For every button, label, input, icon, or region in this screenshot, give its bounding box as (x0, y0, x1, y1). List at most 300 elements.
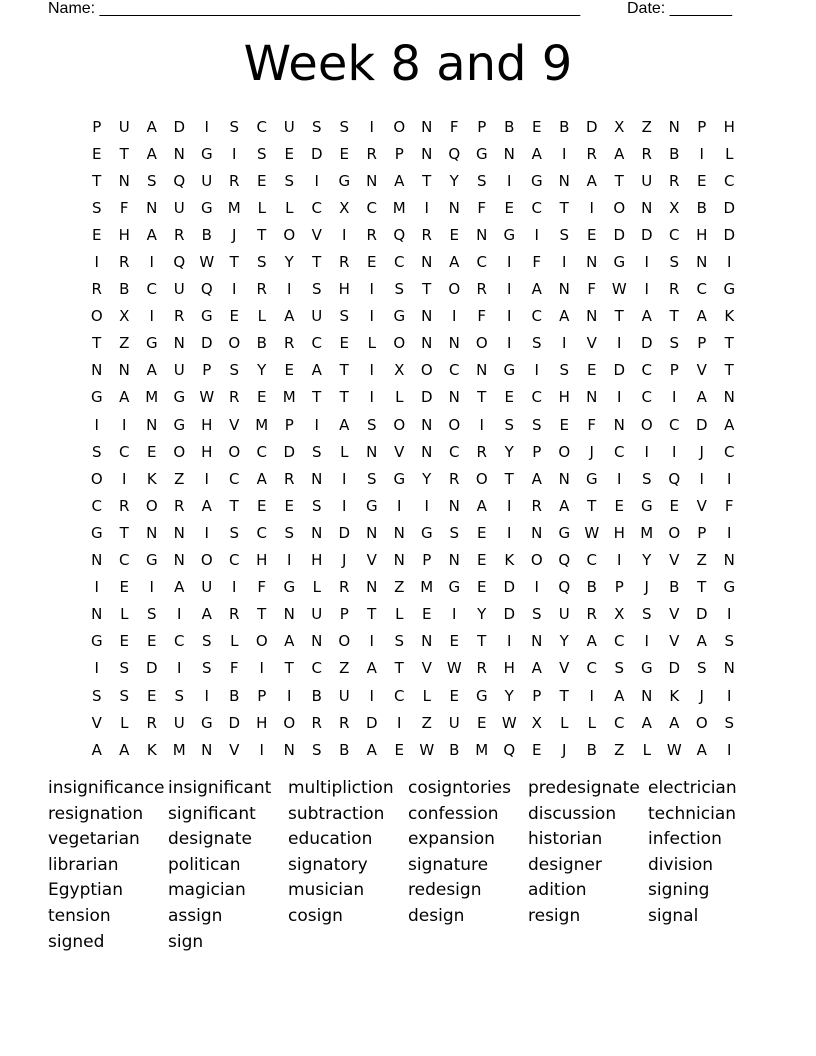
grid-letter: R (229, 605, 240, 624)
grid-letter: S (366, 469, 377, 488)
grid-letter: R (669, 280, 680, 299)
grid-letter: J (699, 442, 704, 461)
word-list-item: electrician (648, 778, 737, 798)
grid-letter: R (146, 713, 157, 732)
grid-letter: S (174, 686, 185, 705)
grid-letter: C (229, 551, 240, 570)
grid-letter: S (201, 659, 212, 678)
grid-letter: P (669, 361, 679, 380)
grid-letter: G (173, 415, 186, 434)
grid-letter: N (476, 225, 488, 244)
grid-letter: A (559, 496, 570, 515)
grid-letter: E (587, 361, 597, 380)
grid-letter: N (586, 253, 598, 272)
word-list-item: discussion (528, 803, 617, 824)
grid-letter: N (173, 334, 185, 353)
grid-letter: H (201, 415, 213, 434)
grid-letter: Z (641, 117, 652, 136)
grid-letter: Y (449, 171, 459, 190)
grid-letter: P (339, 605, 349, 624)
grid-letter: D (365, 713, 378, 732)
grid-letter: G (200, 713, 213, 732)
grid-letter: T (394, 659, 404, 678)
grid-letter: N (366, 523, 378, 542)
grid-letter: G (145, 551, 158, 570)
grid-letter: Z (421, 713, 432, 732)
grid-letter: N (421, 415, 433, 434)
grid-letter: J (644, 578, 649, 597)
grid-letter: I (232, 578, 237, 597)
grid-letter: C (449, 361, 460, 380)
grid-letter: C (724, 442, 735, 461)
grid-letter: N (421, 334, 433, 353)
date-line: Date: _______ (627, 0, 732, 17)
grid-letter: N (641, 198, 653, 217)
grid-letter: S (201, 632, 212, 651)
grid-letter: E (92, 225, 102, 244)
grid-letter: R (339, 578, 350, 597)
grid-letter: X (394, 361, 405, 380)
grid-letter: D (283, 442, 296, 461)
word-list-item: signal (648, 905, 699, 926)
grid-letter: T (257, 605, 267, 624)
grid-letter: W (584, 523, 600, 542)
grid-letter: S (311, 442, 322, 461)
grid-letter: O (90, 469, 103, 488)
grid-letter: S (366, 415, 377, 434)
grid-letter: C (476, 253, 487, 272)
grid-letter: I (617, 388, 622, 407)
grid-letter: C (614, 713, 625, 732)
grid-row (83, 601, 743, 628)
grid-letter: Q (173, 171, 186, 190)
grid-letter: V (394, 442, 405, 461)
grid-letter: E (147, 632, 157, 651)
grid-letter: N (558, 171, 570, 190)
grid-letter: N (448, 334, 460, 353)
grid-letter: G (200, 307, 213, 326)
grid-letter: K (146, 469, 157, 488)
grid-letter: V (421, 659, 432, 678)
grid-letter: D (723, 198, 736, 217)
grid-letter: A (311, 361, 322, 380)
grid-letter: G (613, 253, 626, 272)
grid-row (83, 221, 743, 248)
grid-letter: L (257, 307, 266, 326)
grid-letter: O (228, 334, 241, 353)
grid-letter: K (504, 551, 515, 570)
grid-letter: S (531, 415, 542, 434)
grid-letter: C (531, 388, 542, 407)
word-list-item: sign (168, 931, 204, 952)
grid-row (83, 438, 743, 465)
grid-letter: G (723, 578, 736, 597)
grid-letter: N (503, 144, 515, 163)
grid-letter: I (452, 605, 457, 624)
grid-letter: S (394, 632, 405, 651)
grid-letter: L (312, 578, 321, 597)
grid-letter: C (91, 496, 102, 515)
grid-letter: M (420, 578, 434, 597)
grid-letter: U (641, 171, 653, 190)
grid-letter: E (697, 171, 707, 190)
grid-letter: C (696, 280, 707, 299)
grid-letter: T (559, 198, 569, 217)
grid-letter: N (393, 523, 405, 542)
grid-letter: Z (119, 334, 130, 353)
grid-letter: G (90, 388, 103, 407)
grid-letter: A (531, 144, 542, 163)
grid-letter: V (366, 551, 377, 570)
grid-letter: N (118, 361, 130, 380)
grid-letter: A (476, 496, 487, 515)
grid-letter: L (642, 740, 651, 759)
grid-letter: T (92, 334, 102, 353)
grid-letter: E (477, 551, 487, 570)
grid-letter: G (503, 225, 516, 244)
grid-letter: N (283, 605, 295, 624)
grid-letter: I (507, 253, 512, 272)
grid-letter: G (90, 632, 103, 651)
grid-letter: A (449, 253, 460, 272)
grid-letter: J (232, 225, 237, 244)
grid-letter: S (256, 144, 267, 163)
grid-letter: A (531, 659, 542, 678)
grid-letter: P (614, 578, 624, 597)
grid-letter: N (311, 632, 323, 651)
grid-letter: I (287, 280, 292, 299)
grid-letter: E (449, 686, 459, 705)
word-list-item: magician (168, 880, 246, 901)
grid-letter: I (94, 253, 99, 272)
name-line: Name: ______________________________________________________ (48, 0, 581, 17)
grid-letter: O (613, 198, 626, 217)
grid-letter: I (314, 415, 319, 434)
grid-letter: R (641, 144, 652, 163)
grid-letter: Z (394, 578, 405, 597)
grid-letter: I (727, 605, 732, 624)
grid-letter: E (504, 388, 514, 407)
grid-letter: N (421, 253, 433, 272)
grid-letter: Y (504, 442, 514, 461)
grid-letter: A (366, 659, 377, 678)
grid-letter: I (699, 144, 704, 163)
grid-letter: L (395, 388, 404, 407)
grid-letter: S (91, 686, 102, 705)
grid-letter: I (122, 469, 127, 488)
grid-letter: U (118, 117, 130, 136)
grid-letter: I (507, 496, 512, 515)
grid-letter: O (420, 361, 433, 380)
grid-letter: E (284, 144, 294, 163)
grid-row (83, 303, 743, 330)
grid-letter: H (723, 117, 735, 136)
grid-letter: I (287, 686, 292, 705)
grid-letter: I (94, 578, 99, 597)
grid-letter: A (339, 415, 350, 434)
grid-letter: E (257, 496, 267, 515)
grid-letter: A (146, 117, 157, 136)
grid-letter: G (145, 334, 158, 353)
grid-letter: S (229, 117, 240, 136)
grid-letter: I (149, 578, 154, 597)
grid-letter: S (119, 659, 130, 678)
word-list-item: Egyptian (48, 880, 123, 901)
grid-letter: H (118, 225, 130, 244)
grid-letter: D (695, 415, 708, 434)
grid-letter: Q (200, 280, 213, 299)
grid-letter: T (669, 307, 679, 326)
grid-letter: I (562, 334, 567, 353)
word-list-item: resign (528, 905, 581, 926)
grid-letter: C (586, 551, 597, 570)
grid-letter: G (530, 171, 543, 190)
grid-row (83, 357, 743, 384)
grid-letter: N (201, 740, 213, 759)
grid-letter: R (119, 496, 130, 515)
grid-letter: J (342, 551, 347, 570)
grid-letter: I (617, 551, 622, 570)
grid-letter: L (422, 686, 431, 705)
grid-letter: S (339, 307, 350, 326)
grid-letter: I (644, 632, 649, 651)
grid-letter: I (617, 469, 622, 488)
grid-letter: T (504, 469, 514, 488)
grid-letter: A (559, 307, 570, 326)
grid-letter: V (696, 361, 707, 380)
grid-letter: L (395, 605, 404, 624)
grid-letter: F (724, 496, 734, 515)
grid-letter: I (644, 253, 649, 272)
grid-letter: Y (422, 469, 432, 488)
grid-letter: E (284, 361, 294, 380)
grid-letter: A (614, 686, 625, 705)
grid-letter: L (340, 442, 349, 461)
grid-letter: P (422, 551, 432, 570)
grid-letter: A (174, 578, 185, 597)
grid-letter: E (284, 496, 294, 515)
grid-letter: F (257, 578, 267, 597)
grid-letter: E (559, 415, 569, 434)
grid-letter: E (587, 225, 597, 244)
grid-letter: H (311, 551, 323, 570)
grid-letter: R (366, 144, 377, 163)
grid-row (83, 655, 743, 682)
grid-letter: R (669, 171, 680, 190)
grid-letter: D (668, 659, 681, 678)
grid-letter: Q (173, 253, 186, 272)
grid-row (83, 330, 743, 357)
grid-letter: N (146, 415, 158, 434)
grid-letter: P (477, 117, 487, 136)
grid-letter: I (534, 578, 539, 597)
grid-letter: I (727, 686, 732, 705)
grid-letter: I (204, 469, 209, 488)
grid-letter: E (257, 171, 267, 190)
grid-letter: G (475, 144, 488, 163)
grid-letter: E (394, 740, 404, 759)
grid-letter: I (204, 117, 209, 136)
grid-letter: R (339, 713, 350, 732)
grid-letter: S (256, 253, 267, 272)
grid-letter: A (586, 632, 597, 651)
grid-letter: N (448, 551, 460, 570)
grid-letter: X (339, 198, 350, 217)
grid-letter: O (338, 632, 351, 651)
grid-letter: T (312, 388, 322, 407)
grid-letter: G (475, 686, 488, 705)
grid-letter: E (92, 144, 102, 163)
grid-letter: U (283, 117, 295, 136)
grid-letter: Q (393, 225, 406, 244)
grid-letter: P (697, 117, 707, 136)
word-list-item: tension (48, 905, 111, 926)
grid-letter: R (284, 334, 295, 353)
grid-letter: D (310, 144, 323, 163)
grid-letter: I (424, 496, 429, 515)
grid-letter: J (699, 686, 704, 705)
grid-letter: L (587, 713, 596, 732)
grid-row (83, 248, 743, 275)
grid-letter: L (725, 144, 734, 163)
grid-letter: M (282, 388, 296, 407)
grid-letter: H (503, 659, 515, 678)
word-list-item: signature (408, 854, 489, 875)
grid-letter: G (365, 496, 378, 515)
grid-letter: N (283, 740, 295, 759)
grid-letter: H (696, 225, 708, 244)
grid-letter: A (284, 307, 295, 326)
grid-letter: K (146, 740, 157, 759)
grid-letter: A (146, 144, 157, 163)
grid-row (83, 194, 743, 221)
grid-letter: C (311, 198, 322, 217)
grid-letter: R (476, 280, 487, 299)
grid-letter: A (394, 171, 405, 190)
grid-letter: Q (503, 740, 516, 759)
grid-letter: N (531, 632, 543, 651)
grid-letter: C (256, 442, 267, 461)
word-list-item: insignificant (168, 778, 272, 798)
grid-letter: N (723, 551, 735, 570)
grid-letter: S (339, 117, 350, 136)
grid-letter: C (586, 659, 597, 678)
grid-letter: M (145, 388, 159, 407)
grid-letter: U (173, 713, 185, 732)
grid-letter: N (366, 442, 378, 461)
grid-letter: N (613, 415, 625, 434)
grid-letter: W (419, 740, 435, 759)
grid-letter: C (174, 632, 185, 651)
grid-letter: I (727, 469, 732, 488)
grid-letter: S (311, 496, 322, 515)
grid-letter: A (696, 740, 707, 759)
grid-letter: C (119, 551, 130, 570)
grid-letter: I (452, 307, 457, 326)
grid-row (83, 709, 743, 736)
grid-letter: U (201, 578, 213, 597)
grid-letter: O (393, 334, 406, 353)
grid-letter: N (421, 117, 433, 136)
grid-letter: C (669, 225, 680, 244)
grid-letter: T (587, 496, 597, 515)
grid-letter: D (640, 334, 653, 353)
grid-letter: C (641, 388, 652, 407)
grid-letter: H (256, 551, 268, 570)
grid-letter: I (259, 659, 264, 678)
grid-letter: F (477, 198, 487, 217)
grid-letter: O (448, 280, 461, 299)
grid-letter: N (586, 388, 598, 407)
grid-letter: I (369, 361, 374, 380)
grid-letter: B (504, 117, 515, 136)
grid-letter: N (173, 523, 185, 542)
grid-letter: I (589, 686, 594, 705)
grid-letter: H (201, 442, 213, 461)
grid-letter: S (641, 605, 652, 624)
grid-letter: N (668, 117, 680, 136)
grid-row (83, 547, 743, 574)
grid-letter: T (284, 659, 294, 678)
grid-letter: K (669, 686, 680, 705)
grid-letter: S (146, 171, 157, 190)
grid-letter: N (311, 469, 323, 488)
word-list-item: signed (48, 931, 105, 952)
grid-letter: N (393, 551, 405, 570)
grid-letter: O (558, 442, 571, 461)
grid-letter: W (666, 740, 682, 759)
grid-letter: E (669, 496, 679, 515)
grid-letter: H (338, 280, 350, 299)
grid-letter: F (587, 280, 597, 299)
grid-letter: I (479, 415, 484, 434)
grid-letter: P (92, 117, 102, 136)
grid-letter: G (90, 523, 103, 542)
grid-letter: I (314, 171, 319, 190)
grid-letter: R (229, 171, 240, 190)
grid-letter: I (617, 334, 622, 353)
grid-letter: M (475, 740, 489, 759)
word-search-grid (83, 113, 743, 763)
grid-letter: A (531, 280, 542, 299)
grid-letter: T (339, 361, 349, 380)
grid-letter: R (586, 144, 597, 163)
grid-letter: N (366, 171, 378, 190)
grid-letter: O (393, 415, 406, 434)
grid-letter: U (201, 171, 213, 190)
grid-letter: A (91, 740, 102, 759)
grid-letter: G (558, 523, 571, 542)
grid-letter: D (228, 713, 241, 732)
grid-letter: M (227, 198, 241, 217)
grid-letter: U (173, 280, 185, 299)
grid-letter: R (174, 225, 185, 244)
grid-letter: N (91, 361, 103, 380)
grid-letter: X (614, 605, 625, 624)
grid-letter: G (200, 144, 213, 163)
grid-letter: O (695, 713, 708, 732)
grid-letter: I (342, 496, 347, 515)
word-list-item: significant (168, 803, 256, 824)
grid-letter: B (256, 334, 267, 353)
grid-letter: T (477, 388, 487, 407)
grid-letter: I (149, 253, 154, 272)
grid-letter: E (532, 740, 542, 759)
grid-letter: I (177, 659, 182, 678)
grid-letter: C (366, 198, 377, 217)
grid-letter: F (587, 415, 597, 434)
grid-letter: B (229, 686, 240, 705)
